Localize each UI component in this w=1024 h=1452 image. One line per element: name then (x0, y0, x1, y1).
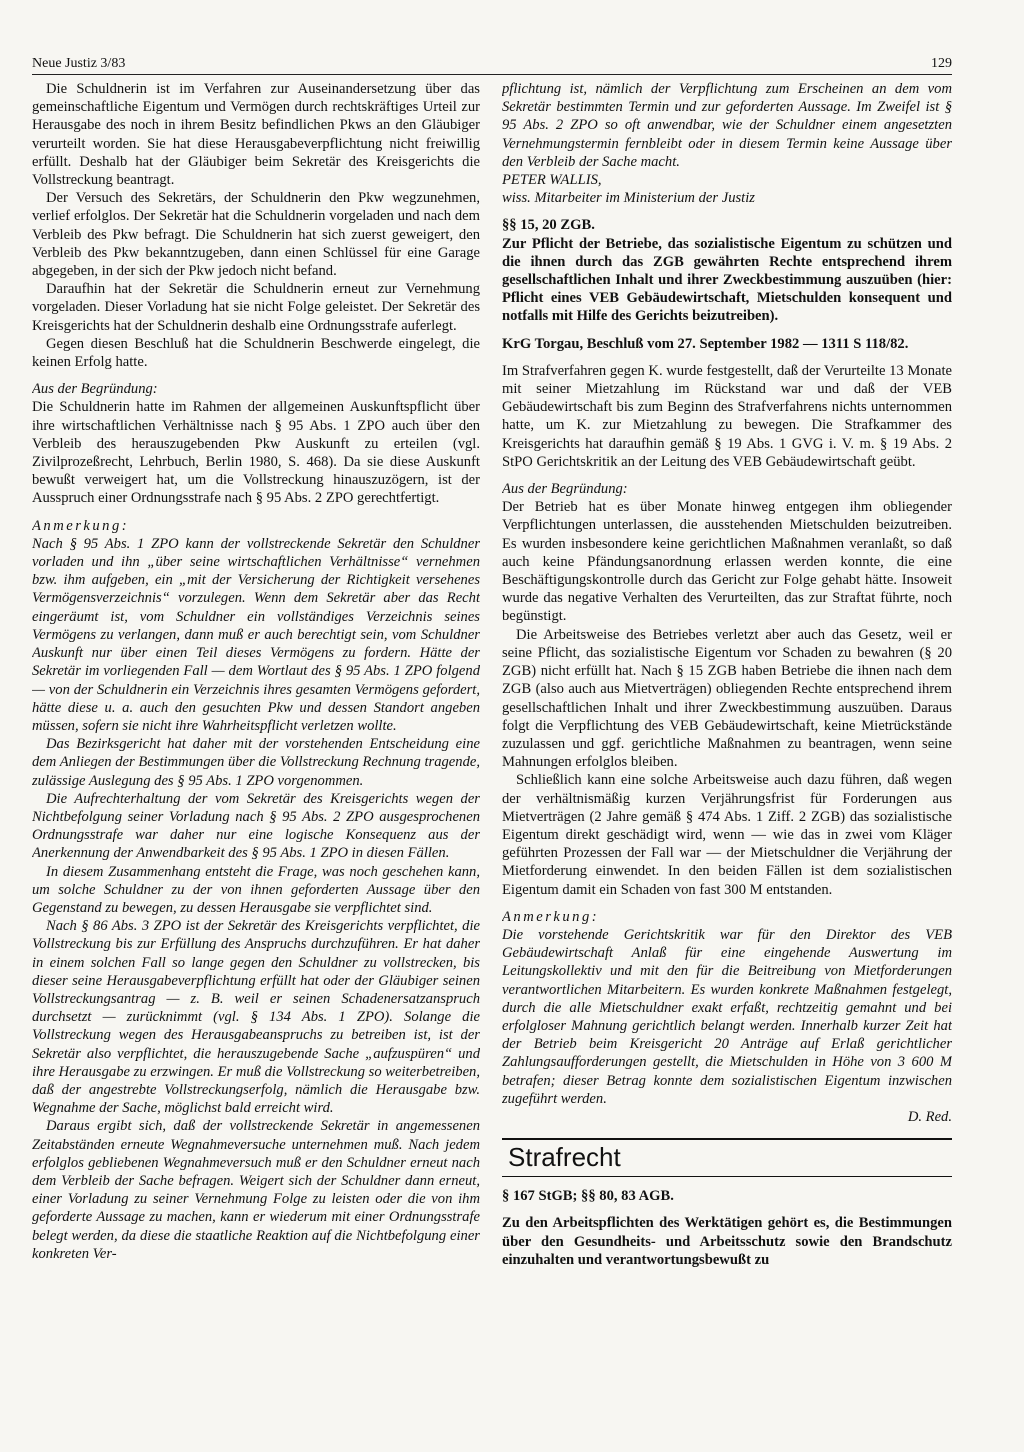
reasoning-paragraph: Die Arbeitsweise des Betriebes verletzt aber auch das Gesetz, weil er seine Pflicht, das sozialistische Eigentum vor Schaden zu bewahren (§ 20 ZGB) nicht erfüllt hat. Nach § 15 ZGB haben Betriebe die ihnen nach dem ZGB (also auch aus Mietverträgen) obliegenden Rechte entsprechend ihrem gesellschaftlichen Inhalt und ihrer Zweckbestimmung auszuüben. Daraus folgt die Verpflichtung des VEB Gebäudewirtschaft, keine Mietrückstände zuzulassen und ggf. gerichtliche Maßnahmen zu beantragen, wenn seine Mahnungen erfolglos bleiben. (502, 626, 952, 771)
annotation-text: Die vorstehende Gerichtskritik war für den Direktor des VEB Gebäudewirtschaft Anlaß für eine eingehende Auswertung im Leitungskollektiv und mit den für die Beitreibung von Mietforderungen verantwortlichen Mitarbeitern. Es wurden konkrete Maßnahmen festgelegt, durch die alle Mietschuldner exakt erfaßt, rechtzeitig gemahnt und bei erfolgloser Mahnung gerichtlich belangt werden. Innerhalb kurzer Zeit hat der Betrieb beim Kreisgericht 20 Anträge auf Erlaß gerichtlicher Zahlungsaufforderungen gestellt, die Mietschulden in Höhe von 3 600 M betrafen; dieser Betrag konnte dem sozialistischen Eigentum inzwischen zugeführt werden. (502, 926, 952, 1107)
annotation-paragraph: In diesem Zusammenhang entsteht die Frage, was noch geschehen kann, um solche Schuldner zu der von ihnen geforderten Aussage über den Gegenstand zu bewegen, zu dessen Herausgabe sie verpflichtet sind. (32, 863, 480, 916)
annotation-heading: Anmerkung: (502, 908, 600, 925)
page-number: 129 (931, 56, 952, 71)
annotation-heading: Anmerkung: (32, 517, 130, 534)
author-name: PETER WALLIS, (502, 172, 602, 189)
annotation-continuation: pflichtung ist, nämlich der Verpflichtung zum Erscheinen an dem vom Sekretär bestimmten Termin und zur geforderten Aussage. Im Zweifel ist § 95 Abs. 2 ZPO so oft anwendbar, wie der Schuldner einem angesetzten Vernehmungstermin fernbleibt oder in diesem Termin keine Aussage über den Verbleib der Sache macht. (502, 81, 952, 170)
case-facts-paragraph: Gegen diesen Beschluß hat die Schuldnerin Beschwerde eingelegt, die keinen Erfolg hatte. (32, 335, 480, 371)
journal-issue: Neue Justiz 3/83 (32, 56, 126, 71)
case-reference: § 167 StGB; §§ 80, 83 AGB. (502, 1188, 674, 1205)
annotation-paragraph: Nach § 95 Abs. 1 ZPO kann der vollstreckende Sekretär den Schuldner vorladen und ihn „über seine wirtschaftlichen Verhältnisse“ vernehmen bzw. ihm aufgeben, ein „mit der Versicherung der Richtigkeit versehenes Vermögensverzeichnis“ vorzulegen. Wenn dem Sekretär aber das Recht eingeräumt ist, vom Schuldner ein vollständiges Verzeichnis seines Vermögens zu verlangen, dann muß er auch berechtigt sein, vom Schuldner Auskunft nur über einen Teil dieses Vermögens zu fordern. Hätte der Sekretär im vorliegenden Fall — dem Wortlaut des § 95 Abs. 1 ZPO folgend — von der Schuldnerin ein Verzeichnis ihres gesamten Vermögens gefordert, hätte diese u. a. auch den gesuchten Pkw und dessen Standort angeben müssen, sofern sie nicht ihre Wahrheitspflicht verletzen wollte. (32, 535, 480, 734)
section-title-strafrecht: Strafrecht (502, 1138, 952, 1177)
case-facts-paragraph: Die Schuldnerin ist im Verfahren zur Auseinandersetzung über das gemeinschaftliche Eigentum und Vermögen durch rechtskräftiges Urteil zur Herausgabe des noch in ihrem Besitz befindlichen Pkws an den Gläubiger verurteilt worden. Sie hat diese Herausgabeverpflichtung nicht freiwillig erfüllt. Deshalb hat der Gläubiger beim Sekretär des Kreisgerichts die Vollstreckung beantragt. (32, 81, 480, 189)
reasoning-text: Die Schuldnerin hatte im Rahmen der allgemeinen Auskunftspflicht über ihre wirtschaftlichen Verhältnisse nach § 95 Abs. 1 ZPO auch über den Verbleib des herauszugebenden Pkw Auskunft zu erteilen (vgl. Zivilprozeßrecht, Lehrbuch, Berlin 1980, S. 468). Da sie diese Auskunft bewußt verweigert hat, um die Vollstreckung hinauszuzögern, ist der Ausspruch einer Ordnungsstrafe nach § 95 Abs. 2 ZPO gerechtfertigt. (32, 399, 480, 507)
right-column (502, 80, 952, 1390)
case-headnote: Zur Pflicht der Betriebe, das sozialistische Eigentum zu schützen und die ihnen durch das ZGB gewährten Rechte entsprechend ihrem gesellschaftlichen Inhalt und ihrer Zweckbestimmung auszuüben (hier: Pflicht eines VEB Gebäudewirtschaft, Mietschulden konsequent und notfalls mit Hilfe des Gerichts beizutreiben). (502, 235, 952, 325)
author-role: wiss. Mitarbeiter im Ministerium der Justiz (502, 190, 755, 207)
annotation-paragraph: Das Bezirksgericht hat daher mit der vorstehenden Entscheidung eine dem Anliegen der Bestimmungen über die Vollstreckung Rechnung tragende, zulässige Auslegung des § 95 Abs. 1 ZPO vorgenommen. (32, 736, 480, 789)
annotation-paragraph: Die Aufrechterhaltung der vom Sekretär des Kreisgerichts wegen der Nichtbefolgung seiner Vorladung nach § 95 Abs. 2 ZPO ausgesprochenen Ordnungsstrafe war daher nur eine logische Konsequenz aus der Anerkennung der Anwendbarkeit des § 95 Abs. 1 ZPO in diesen Fällen. (32, 790, 480, 862)
court-citation: KrG Torgau, Beschluß vom 27. September 1982 — 1311 S 118/82. (502, 335, 909, 352)
editorial-signature: D. Red. (907, 1108, 952, 1125)
case-facts-paragraph: Daraufhin hat der Sekretär die Schuldnerin erneut zur Vernehmung vorgeladen. Dieser Vorladung hat sie nicht Folge geleistet. Der Sekretär des Kreisgerichts hat der Schuldnerin deshalb eine Ordnungsstrafe auferlegt. (32, 281, 480, 334)
header-rule (32, 74, 952, 75)
case-headnote: Zu den Arbeitspflichten des Werktätigen gehört es, die Bestimmungen über den Gesundheits- und Arbeitsschutz sowie den Brandschutz einzuhalten und verantwortungsbewußt zu (502, 1215, 952, 1268)
reasoning-paragraph: Der Betrieb hat es über Monate hinweg entgegen ihm obliegender Verpflichtungen unterlassen, die ausstehenden Mietschulden beizutreiben. Es wurden insbesondere keine gerichtlichen Maßnahmen veranlaßt, so daß auch keine Pfändungsanordnung erlassen werden konnte, die eine Beschäftigungskontrolle durch das Gericht zur Folge gehabt hätte. Insoweit wurde das negative Verhalten des Verurteilten, das zur Straftat führte, noch begünstigt. (502, 499, 952, 625)
annotation-paragraph: Nach § 86 Abs. 3 ZPO ist der Sekretär des Kreisgerichts verpflichtet, die Vollstreckung bis zur Erfüllung des Anspruchs durchzuführen. Er hat daher in einem solchen Fall so lange gegen den Schuldner zu vollstrecken, bis dieser seine Herausgabeverpflichtung erfüllt hat oder der Gläubiger seinen Vollstreckungsantrag — z. B. weil er seinen Schadenersatzanspruch durchsetzt — zurücknimmt (vgl. § 134 Abs. 1 ZPO). Solange die Vollstreckung wegen des Herausgabeanspruchs zu betreiben ist, ist der Sekretär also verpflichtet, die herauszugebende Sache „aufzuspüren“ und ihre Herausgabe zu erzwingen. Er muß die Vollstreckung so weiterbetreiben, daß der angestrebte Vollstreckungserfolg, nämlich die Herausgabe bzw. Wegnahme der Sache, möglichst bald erreicht wird. (32, 918, 480, 1117)
annotation-paragraph: Daraus ergibt sich, daß der vollstreckende Sekretär in angemessenen Zeitabständen erneute Wegnahmeversuche unternehmen muß. Nach jedem erfolglos gebliebenen Wegnahmeversuch muß er den Schuldner erneut nach dem Verbleib der Sache befragen. Weigert sich der Schuldner dann erneut, einer Vorladung zu seiner Vernehmung Folge zu leisten oder die von ihm geforderte Aussage zu machen, kann er wiederum mit einer Ordnungsstrafe belegt werden, da diese die staatliche Reaktion auf die Nichtbefolgung einer konkreten Ver- (32, 1118, 480, 1262)
page-header (32, 52, 952, 72)
reasoning-heading: Aus der Begründung: (502, 481, 628, 498)
case-reference: §§ 15, 20 ZGB. (502, 217, 595, 234)
reasoning-paragraph: Schließlich kann eine solche Arbeitsweise auch dazu führen, daß wegen der verhältnismäßig kurzen Verjährungsfrist für Forderungen aus Mietverträgen (2 Jahre gemäß § 474 Abs. 1 Ziff. 2 ZGB) das sozialistische Eigentum direkt geschädigt wird, wenn — wie das in zwei vom Kläger geführten Prozessen der Fall war — der Mietschuldner die Verjährung der Mietforderung einwendet. In den beiden Fällen ist dem sozialistischen Eigentum damit ein Schaden von fast 300 M entstanden. (502, 772, 952, 898)
case-facts-paragraph: Der Versuch des Sekretärs, der Schuldnerin den Pkw wegzunehmen, verlief erfolglos. Der Sekretär hat die Schuldnerin vorgeladen und nach dem Verbleib des Pkw befragt. Die Schuldnerin hat sich zuerst geweigert, den Verbleib des Pkw bekanntzugeben, dann einen Schlüssel für eine Garage abgegeben, in der sich der Pkw jedoch nicht befand. (32, 190, 480, 280)
reasoning-heading: Aus der Begründung: (32, 381, 158, 398)
case-facts: Im Strafverfahren gegen K. wurde festgestellt, daß der Verurteilte 13 Monate mit seiner Mietzahlung im Rückstand war und daß der VEB Gebäudewirtschaft bis zum Beginn des Strafverfahrens nichts unternommen hatte, um K. zur Mietzahlung zu bewegen. Die Strafkammer des Kreisgerichts hat daraufhin gemäß § 19 Abs. 1 GVG i. V. m. § 19 Abs. 2 StPO Gerichtskritik an der Leitung des VEB Gebäudewirtschaft geübt. (502, 362, 952, 470)
left-column (32, 80, 480, 1390)
